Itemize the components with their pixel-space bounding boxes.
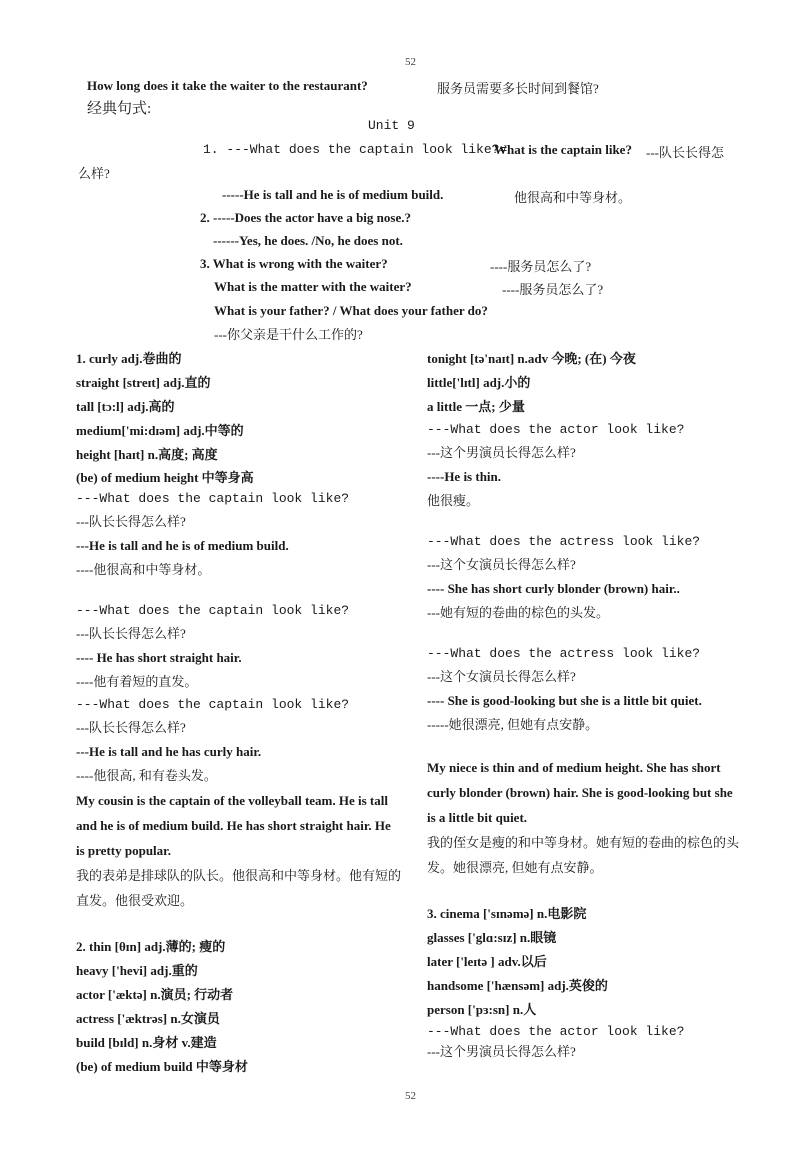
dialog-line: ---队长长得怎么样? <box>76 720 186 735</box>
vocab-entry: 2. thin [θɪn] adj.薄的; 瘦的 <box>76 939 226 954</box>
sentence-2-answer: ------Yes, he does. /No, he does not. <box>213 233 403 248</box>
sentence-3-q1-zh: ----服务员怎么了? <box>490 259 592 274</box>
dialog-line: -----她很漂亮, 但她有点安静。 <box>427 717 599 732</box>
header-question-zh: 服务员需要多长时间到餐馆? <box>437 81 599 96</box>
vocab-entry: build [bɪld] n.身材 v.建造 <box>76 1035 217 1050</box>
dialog-line: ---What does the captain look like? <box>76 697 350 712</box>
dialog-line: ---这个男演员长得怎么样? <box>427 445 576 460</box>
vocab-entry: 1. curly adj.卷曲的 <box>76 351 182 366</box>
right-column <box>427 347 762 1062</box>
sentence-3-q2-en: What is the matter with the waiter? <box>214 279 412 294</box>
vocab-entry: a little 一点; 少量 <box>427 399 525 414</box>
sentence-1-answer-en: -----He is tall and he is of medium build. <box>222 187 444 202</box>
dialog-line: ---He is tall and he has curly hair. <box>76 744 262 759</box>
vocab-entry: glasses ['glɑ:sɪz] n.眼镜 <box>427 930 557 945</box>
sentence-1-question: 1. ---What does the captain look like?= <box>203 142 508 157</box>
vocab-entry: tonight [tə'naɪt] n.adv 今晚; (在) 今夜 <box>427 351 636 366</box>
dialog-line: ---What does the captain look like? <box>76 491 350 506</box>
paragraph-zh: 我的表弟是排球队的队长。他很高和中等身材。他有短的直发。他很受欢迎。 <box>76 868 402 908</box>
dialog-line: ----He is thin. <box>427 469 502 484</box>
dialog-line: 他很瘦。 <box>427 493 480 508</box>
sentence-1-answer-zh: 他很高和中等身材。 <box>514 190 632 205</box>
dialog-line: ---What does the actress look like? <box>427 534 701 549</box>
sentence-2-question: 2. -----Does the actor have a big nose.? <box>200 210 411 225</box>
vocab-entry: (be) of medium build 中等身材 <box>76 1059 248 1074</box>
dialog-line: ---这个男演员长得怎么样? <box>427 1044 576 1059</box>
dialog-line: ---What does the actress look like? <box>427 646 701 661</box>
sentence-1-zh: ---队长长得怎 <box>646 145 724 160</box>
sentence-3-q3: What is your father? / What does your father do? <box>214 303 488 318</box>
dialog-line: ---- He has short straight hair. <box>76 650 242 665</box>
sentence-1-alt: What is the captain like? <box>494 142 632 157</box>
section-title: 经典句式: <box>87 101 152 117</box>
dialog-line: ---- She has short curly blonder (brown) hair.. <box>427 581 680 596</box>
vocab-entry: medium['mi:dɪəm] adj.中等的 <box>76 423 244 438</box>
dialog-line: ---He is tall and he is of medium build. <box>76 538 289 553</box>
dialog-line: ---这个女演员长得怎么样? <box>427 669 576 684</box>
dialog-line: ---What does the captain look like? <box>76 603 350 618</box>
dialog-line: ----他很高和中等身材。 <box>76 562 211 577</box>
vocab-entry: little['lɪtl] adj.小的 <box>427 375 531 390</box>
dialog-line: ---What does the actor look like? <box>427 422 685 437</box>
dialog-line: ---队长长得怎么样? <box>76 626 186 641</box>
dialog-line: ----他很高, 和有卷头发。 <box>76 768 217 783</box>
dialog-line: ---- She is good-looking but she is a little bit quiet. <box>427 693 702 708</box>
vocab-entry: height [haɪt] n.高度; 高度 <box>76 447 218 462</box>
sentence-3-q1-en: 3. What is wrong with the waiter? <box>200 256 388 271</box>
vocab-entry: (be) of medium height 中等身高 <box>76 470 254 485</box>
left-column <box>76 347 406 1079</box>
sentence-3-q3-zh: ---你父亲是干什么工作的? <box>214 327 363 342</box>
page-number-bottom: 52 <box>405 1090 416 1102</box>
vocab-entry: later ['leɪtə ] adv.以后 <box>427 954 547 969</box>
sentence-1-zh-cont: 么样? <box>78 166 110 181</box>
vocab-entry: person ['pɜ:sn] n.人 <box>427 1002 537 1017</box>
dialog-line: ---What does the actor look like? <box>427 1024 685 1039</box>
sentence-3-q2-zh: ----服务员怎么了? <box>502 282 604 297</box>
dialog-line: ---队长长得怎么样? <box>76 514 186 529</box>
unit-title: Unit 9 <box>368 118 415 133</box>
dialog-line: ---这个女演员长得怎么样? <box>427 557 576 572</box>
dialog-line: ----他有着短的直发。 <box>76 674 198 689</box>
vocab-entry: 3. cinema ['sɪnəmə] n.电影院 <box>427 906 587 921</box>
vocab-entry: handsome ['hænsəm] adj.英俊的 <box>427 978 608 993</box>
vocab-entry: actress ['æktrəs] n.女演员 <box>76 1011 220 1026</box>
paragraph-zh: 我的侄女是瘦的和中等身材。她有短的卷曲的棕色的头发。她很漂亮, 但她有点安静。 <box>427 835 740 875</box>
page-number-top: 52 <box>405 56 416 68</box>
vocab-entry: tall [tɔ:l] adj.高的 <box>76 399 175 414</box>
paragraph-en: My niece is thin and of medium height. She has short curly blonder (brown) hair. She is good-looking but she is a little bit quiet. <box>427 760 733 825</box>
vocab-entry: straight [streɪt] adj.直的 <box>76 375 211 390</box>
vocab-entry: actor ['æktə] n.演员; 行动者 <box>76 987 234 1002</box>
paragraph-en: My cousin is the captain of the volleyball team. He is tall and he is of medium build. He has short straight hair. He is pretty popular. <box>76 793 391 858</box>
dialog-line: ---她有短的卷曲的棕色的头发。 <box>427 605 609 620</box>
vocab-entry: heavy ['hevi] adj.重的 <box>76 963 198 978</box>
header-question-en: How long does it take the waiter to the restaurant? <box>87 78 368 93</box>
